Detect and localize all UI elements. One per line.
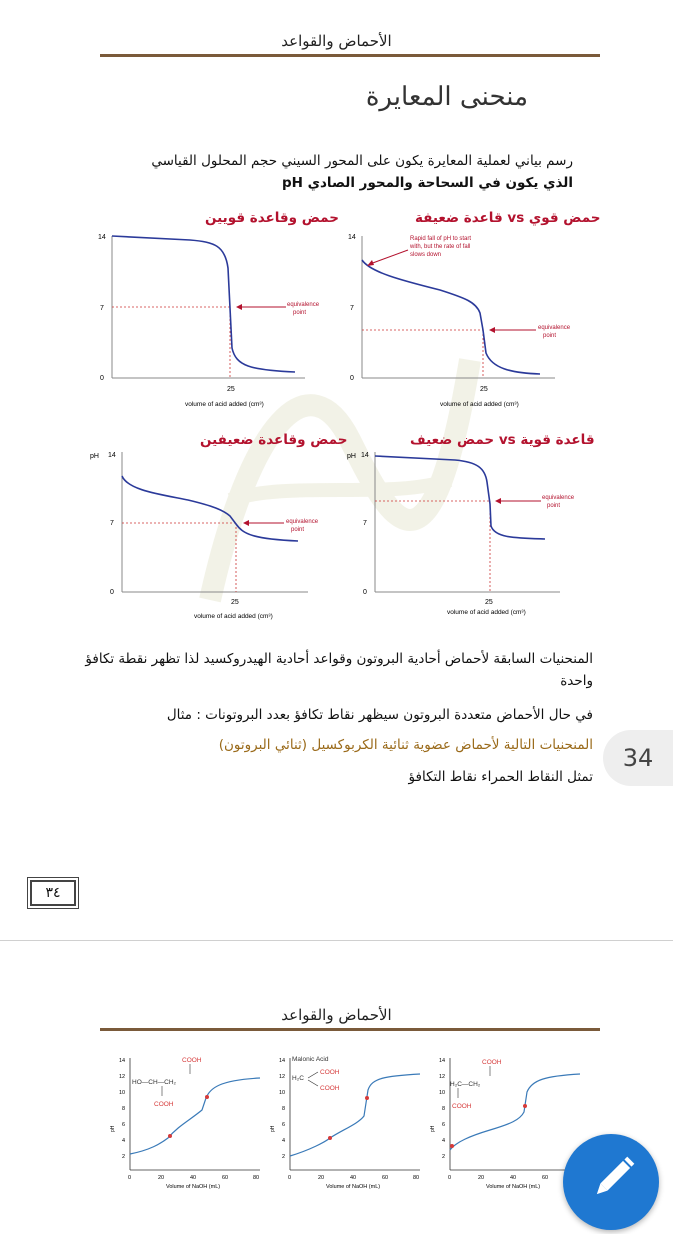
titration-curve (375, 456, 545, 539)
y-tick-7: 7 (100, 305, 104, 312)
equivalence-point-2 (205, 1095, 209, 1099)
equivalence-point-1 (450, 1144, 454, 1148)
page-2-header: الأحماض والقواعد (281, 1006, 392, 1024)
molecule-chain: HO—CH—CH₂ (132, 1079, 177, 1086)
y-tick-14: 14 (348, 234, 356, 241)
y-tick: 10 (279, 1090, 286, 1096)
arrow-head (236, 304, 242, 310)
y-tick-0: 0 (100, 375, 104, 382)
edit-button[interactable] (563, 1134, 659, 1230)
y-tick-14: 14 (361, 452, 369, 459)
page-number-box: ٣٤ (30, 880, 76, 906)
y-tick: 12 (439, 1074, 446, 1080)
y-tick-14: 14 (108, 452, 116, 459)
chart-1-title: حمض وقاعدة قويين (205, 210, 339, 226)
x-tick: 0 (128, 1175, 132, 1181)
intro-line-1: رسم بياني لعملية المعايرة يكون على المحور السيني حجم المحلول القياسي (151, 153, 573, 169)
y-tick: 2 (122, 1154, 126, 1160)
equivalence-point-2 (365, 1096, 369, 1100)
y-tick: 2 (282, 1154, 286, 1160)
y-tick: 2 (442, 1154, 446, 1160)
note-line-1: Rapid fall of pH to start (410, 236, 472, 242)
paragraph-dicarboxylic: المنحنيات التالية لأحماض عضوية ثنائية الكربوكسيل (ثنائي البروتون) (218, 737, 593, 753)
y-tick: 4 (282, 1138, 286, 1144)
y-tick: 8 (122, 1106, 126, 1112)
section-title: منحنى المعايرة (365, 82, 528, 112)
chart-3-title: حمض وقاعدة ضعيفين (200, 432, 348, 448)
x-tick: 0 (288, 1175, 292, 1181)
chart-malonic-acid (270, 1050, 430, 1200)
paragraph-polyprotic: في حال الأحماض متعددة البروتون سيظهر نقاط تكافؤ بعدد البروتونات : مثال (166, 707, 593, 723)
titration-curve (130, 1078, 260, 1154)
y-tick: 12 (119, 1074, 126, 1080)
x-axis-label: volume of acid added (cm³) (185, 401, 264, 408)
arrow-head (243, 520, 249, 526)
page-separator (0, 940, 673, 941)
chart-weak-acid-weak-base (88, 444, 320, 629)
molecule-bottom: COOH (154, 1101, 174, 1108)
y-axis-label: pH (90, 453, 99, 460)
x-tick: 40 (190, 1175, 197, 1181)
x-axis-label: Volume of NaOH (mL) (486, 1184, 541, 1190)
x-axis-label: Volume of NaOH (mL) (166, 1184, 221, 1190)
y-tick: 10 (439, 1090, 446, 1096)
note-arrow-head (367, 260, 374, 266)
pencil-icon (563, 1134, 659, 1230)
y-tick: 10 (119, 1090, 126, 1096)
molecule-top: COOH (482, 1059, 502, 1066)
chart-2-title: حمض قوي vs قاعدة ضعيفة (415, 210, 601, 226)
equivalence-label-2: point (293, 310, 307, 316)
equivalence-label-2: point (291, 527, 305, 533)
intro-line-2: الذي يكون في السحاحة والمحور الصادي pH (281, 175, 573, 191)
x-axis-label: Volume of NaOH (mL) (326, 1184, 381, 1190)
y-tick: 14 (279, 1058, 286, 1064)
equivalence-label: equivalence (286, 519, 319, 525)
x-tick: 60 (222, 1175, 229, 1181)
note-arrow (370, 250, 408, 264)
x-axis-label: volume of acid added (cm³) (440, 401, 519, 408)
molecule-bottom: COOH (452, 1103, 472, 1110)
molecule-top: COOH (320, 1069, 340, 1076)
paragraph-monoprotic-line-1: المنحنيات السابقة لأحماض أحادية البروتون وقواعد أحادية الهيدروكسيد لذا تظهر نقطة تكافؤ (85, 651, 593, 667)
titration-curve (112, 236, 295, 372)
molecule-top: COOH (182, 1057, 202, 1064)
y-tick: 6 (442, 1122, 446, 1128)
chart-strong-acid-weak-base (340, 228, 580, 413)
y-tick: 8 (282, 1106, 286, 1112)
molecule-chain: H₂C—CH₂ (450, 1081, 481, 1088)
chart-malic-acid (110, 1050, 270, 1200)
chart-4-title: قاعدة قوية vs حمض ضعيف (410, 432, 595, 448)
y-tick-0: 0 (110, 589, 114, 596)
x-tick: 40 (510, 1175, 517, 1181)
x-tick: 80 (253, 1175, 260, 1181)
x-tick: 80 (413, 1175, 420, 1181)
chart-strong-acid-strong-base (90, 228, 320, 413)
y-axis-label: pH (110, 1125, 116, 1132)
x-tick: 20 (478, 1175, 485, 1181)
acid-name: Malonic Acid (292, 1056, 329, 1063)
equivalence-point-1 (328, 1136, 332, 1140)
x-tick: 60 (542, 1175, 549, 1181)
arrow-head (495, 498, 501, 504)
y-tick: 4 (442, 1138, 446, 1144)
page-number-indicator: 34 (603, 730, 673, 786)
titration-curve (362, 260, 540, 374)
molecule-bottom: COOH (320, 1085, 340, 1092)
equivalence-label: equivalence (542, 495, 575, 501)
y-tick: 14 (119, 1058, 126, 1064)
y-axis-label: pH (270, 1125, 276, 1132)
chart-strong-base-weak-acid (345, 444, 585, 629)
x-tick-25: 25 (227, 386, 235, 393)
molecule-left: H₂C (292, 1075, 304, 1082)
note-line-2: with, but the rate of fall (410, 244, 471, 250)
y-tick: 12 (279, 1074, 286, 1080)
equivalence-label: equivalence (538, 325, 571, 331)
paragraph-monoprotic-line-2: واحدة (560, 673, 593, 689)
y-tick-0: 0 (350, 375, 354, 382)
equivalence-label: equivalence (287, 302, 320, 308)
x-tick: 40 (350, 1175, 357, 1181)
y-tick-0: 0 (363, 589, 367, 596)
equivalence-point-2 (523, 1104, 527, 1108)
y-tick-7: 7 (350, 305, 354, 312)
x-tick: 60 (382, 1175, 389, 1181)
equivalence-label-2: point (543, 333, 557, 339)
arrow-head (489, 327, 495, 333)
x-axis-label: volume of acid added (cm³) (194, 613, 273, 620)
x-tick: 0 (448, 1175, 452, 1181)
equivalence-label-2: point (547, 503, 561, 509)
header-rule (100, 54, 600, 57)
y-axis-label: pH (347, 453, 356, 460)
x-tick: 20 (318, 1175, 325, 1181)
titration-curve (290, 1074, 420, 1156)
paragraph-red-points: تمثل النقاط الحمراء نقاط التكافؤ (408, 769, 593, 785)
y-tick-14: 14 (98, 234, 106, 241)
y-tick-7: 7 (110, 520, 114, 527)
note-line-3: slows down (410, 252, 442, 258)
x-axis-label: volume of acid added (cm³) (447, 609, 526, 616)
page-2-header-rule (100, 1028, 600, 1031)
x-tick-25: 25 (485, 599, 493, 606)
y-tick: 6 (122, 1122, 126, 1128)
y-tick: 4 (122, 1138, 126, 1144)
equivalence-point-1 (168, 1134, 172, 1138)
page-header: الأحماض والقواعد (281, 32, 392, 50)
y-tick: 6 (282, 1122, 286, 1128)
y-axis-label: pH (430, 1125, 436, 1132)
x-tick-25: 25 (231, 599, 239, 606)
y-tick-7: 7 (363, 520, 367, 527)
y-tick: 8 (442, 1106, 446, 1112)
y-tick: 14 (439, 1058, 446, 1064)
titration-curve (122, 476, 298, 541)
x-tick-25: 25 (480, 386, 488, 393)
x-tick: 20 (158, 1175, 165, 1181)
